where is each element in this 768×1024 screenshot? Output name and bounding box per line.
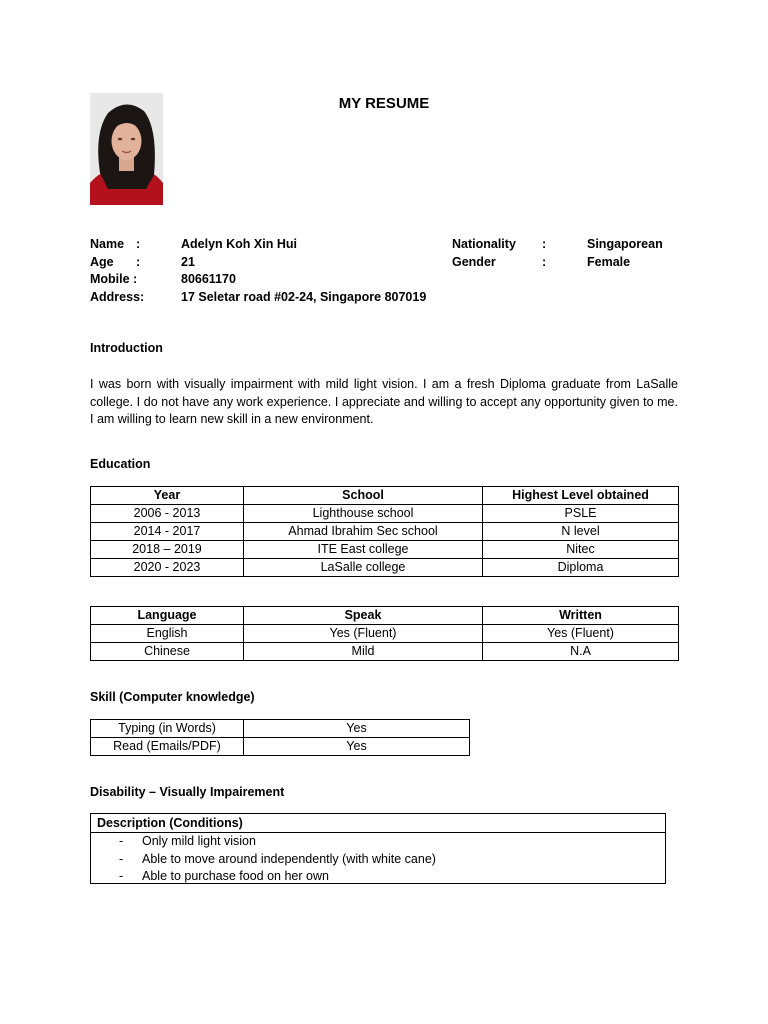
education-year: 2020 - 2023 <box>91 559 244 577</box>
language-speak: Mild <box>244 643 483 661</box>
language-written: N.A <box>483 643 679 661</box>
language-speak: Yes (Fluent) <box>244 625 483 643</box>
education-table <box>90 486 679 577</box>
skill-table <box>90 719 470 756</box>
education-header-row <box>91 487 679 505</box>
mobile-value: 80661170 <box>181 272 236 286</box>
list-item <box>91 868 665 886</box>
language-name: English <box>91 625 244 643</box>
table-row <box>91 505 679 523</box>
nationality-label: Nationality <box>452 237 516 251</box>
age-colon: : <box>136 255 141 269</box>
list-item-text: Able to purchase food on her own <box>142 869 329 883</box>
bullet-dash: - <box>119 851 124 866</box>
education-level: Nitec <box>483 541 679 559</box>
page-title: MY RESUME <box>338 95 430 112</box>
bullet-dash: - <box>119 869 124 883</box>
disability-heading: Disability – Visually Impairement <box>90 785 285 799</box>
gender-colon: : <box>542 255 547 269</box>
education-header-level: Highest Level obtained <box>483 487 679 505</box>
language-written: Yes (Fluent) <box>483 625 679 643</box>
language-header-written: Written <box>483 607 679 625</box>
language-name: Chinese <box>91 643 244 661</box>
description-heading: Description (Conditions) <box>91 814 665 833</box>
language-header-row <box>91 607 679 625</box>
education-year: 2018 – 2019 <box>91 541 244 559</box>
education-year: 2006 - 2013 <box>91 505 244 523</box>
education-header-school: School <box>244 487 483 505</box>
bullet-dash: - <box>119 834 124 848</box>
skill-value: Yes <box>244 738 470 756</box>
education-heading: Education <box>90 457 151 471</box>
nationality-value: Singaporean <box>587 237 663 251</box>
age-label: Age <box>90 255 114 269</box>
name-label: Name <box>90 237 125 251</box>
language-table <box>90 606 679 661</box>
gender-value: Female <box>587 255 631 269</box>
education-school: Lighthouse school <box>244 505 483 523</box>
name-value: Adelyn Koh Xin Hui <box>181 237 297 251</box>
introduction-heading: Introduction <box>90 341 163 355</box>
skill-value: Yes <box>244 720 470 738</box>
skill-heading: Skill (Computer knowledge) <box>90 690 255 704</box>
skill-name: Read (Emails/PDF) <box>91 738 244 756</box>
table-row <box>91 643 679 661</box>
list-item <box>91 851 665 869</box>
address-label: Address: <box>90 290 145 304</box>
language-header-language: Language <box>91 607 244 625</box>
name-colon: : <box>136 237 141 251</box>
address-value: 17 Seletar road #02-24, Singapore 807019 <box>181 290 427 304</box>
education-header-year: Year <box>91 487 244 505</box>
education-school: Ahmad Ibrahim Sec school <box>244 523 483 541</box>
table-row <box>91 559 679 577</box>
skill-name: Typing (in Words) <box>91 720 244 738</box>
mobile-label: Mobile : <box>90 272 138 286</box>
education-school: LaSalle college <box>244 559 483 577</box>
age-value: 21 <box>181 255 195 269</box>
table-row <box>91 720 470 738</box>
education-level: Diploma <box>483 559 679 577</box>
table-row <box>91 738 470 756</box>
nationality-colon: : <box>542 237 547 251</box>
table-row <box>91 523 679 541</box>
language-header-speak: Speak <box>244 607 483 625</box>
disability-description-box <box>90 813 666 884</box>
introduction-text: I was born with visually impairment with mild light vision. I am a fresh Diploma graduate from LaSalle college. I do not have any work experience. I appreciate and willing to accept any opportunity given to me. I am willing to learn new skill in a new environment. <box>90 377 678 426</box>
list-item-text: Able to move around independently (with white cane) <box>142 851 436 866</box>
education-level: N level <box>483 523 679 541</box>
gender-label: Gender <box>452 255 496 269</box>
list-item <box>91 833 665 851</box>
table-row <box>91 625 679 643</box>
table-row <box>91 541 679 559</box>
list-item-text: Only mild light vision <box>142 834 256 848</box>
education-level: PSLE <box>483 505 679 523</box>
education-school: ITE East college <box>244 541 483 559</box>
education-year: 2014 - 2017 <box>91 523 244 541</box>
